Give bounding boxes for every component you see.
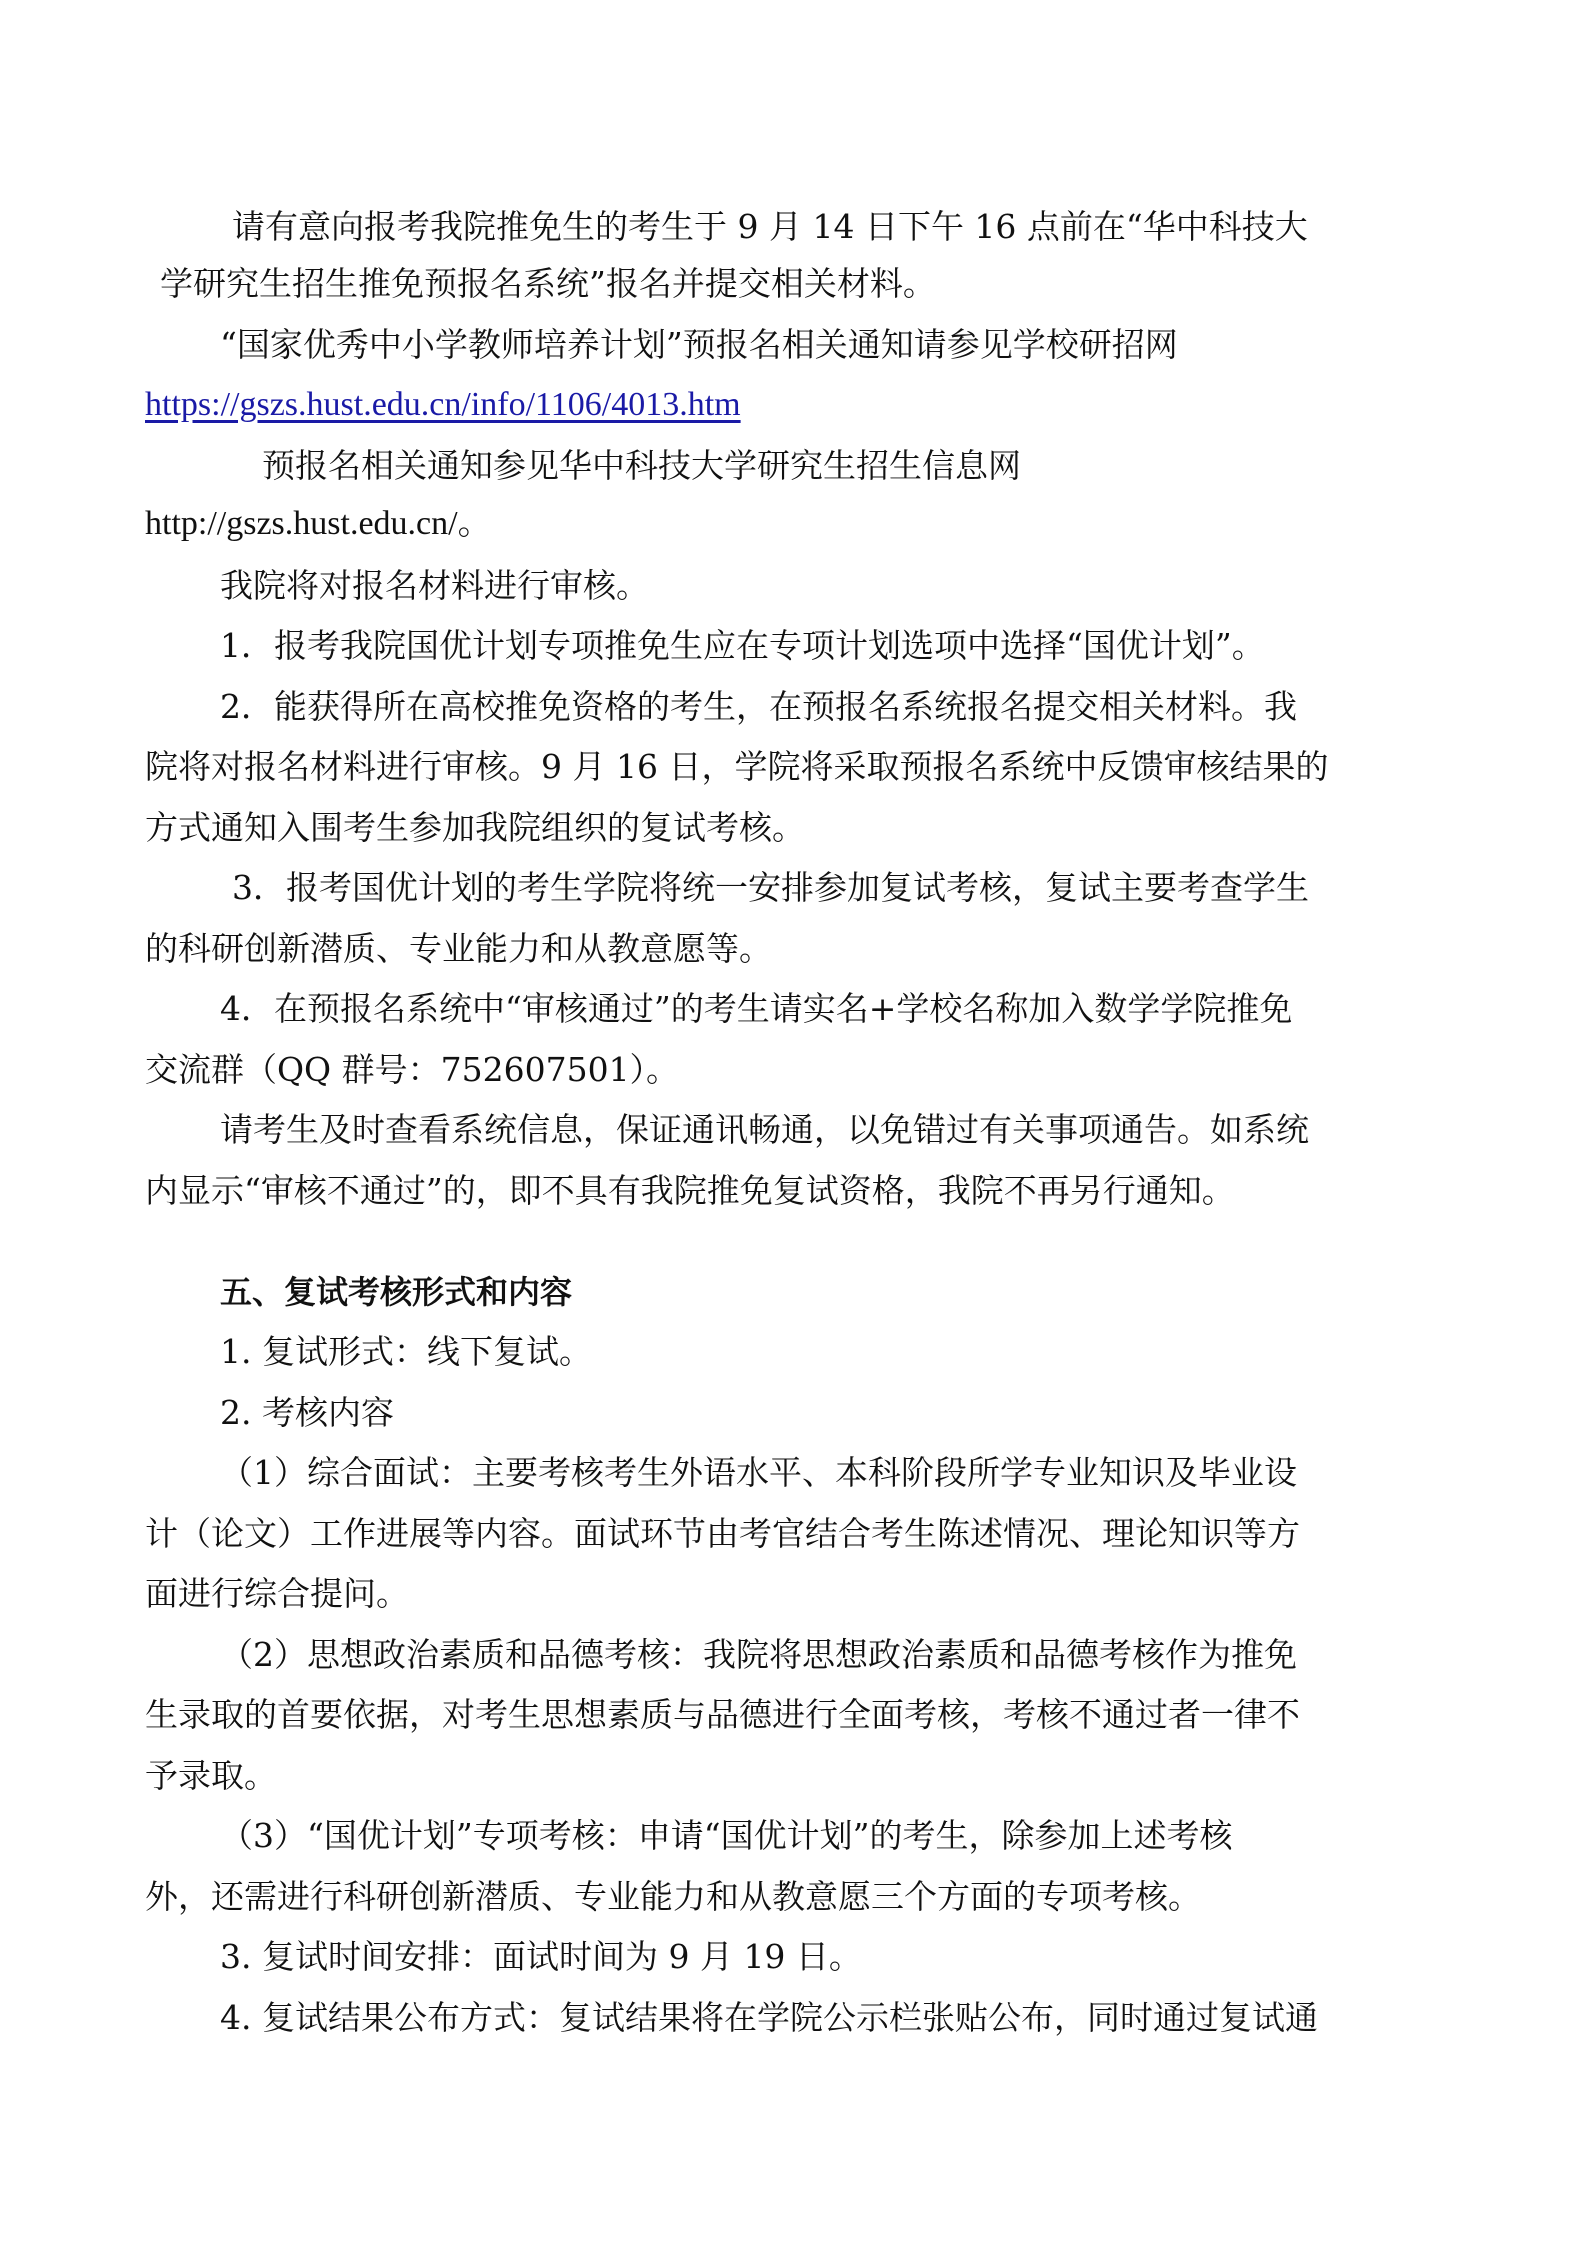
paragraph-line: 4. 复试结果公布方式：复试结果将在学院公示栏张贴公布，同时通过复试通: [220, 1998, 1318, 2037]
paragraph-line: 请考生及时查看系统信息，保证通讯畅通，以免错过有关事项通告。如系统: [220, 1110, 1309, 1149]
paragraph-line: 方式通知入围考生参加我院组织的复试考核。: [145, 808, 805, 847]
paragraph-line: 予录取。: [145, 1756, 277, 1795]
paragraph-line: 我院将对报名材料进行审核。: [220, 566, 649, 605]
paragraph-line: 2. 考核内容: [220, 1393, 394, 1432]
paragraph-line: 交流群（QQ 群号：752607501）。: [145, 1050, 680, 1089]
paragraph-line: 1．报考我院国优计划专项推免生应在专项计划选项中选择“国优计划”。: [220, 626, 1265, 665]
paragraph-line: “国家优秀中小学教师培养计划”预报名相关通知请参见学校研招网: [220, 325, 1178, 364]
paragraph-line: 内显示“审核不通过”的，即不具有我院推免复试资格，我院不再另行通知。: [145, 1171, 1235, 1210]
paragraph-line: 3. 复试时间安排：面试时间为 9 月 19 日。: [220, 1937, 862, 1976]
paragraph-line: 院将对报名材料进行审核。9 月 16 日，学院将采取预报名系统中反馈审核结果的: [145, 747, 1329, 786]
paragraph-line: （3）“国优计划”专项考核：申请“国优计划”的考生，除参加上述考核: [220, 1816, 1233, 1855]
paragraph-line: 计（论文）工作进展等内容。面试环节由考官结合考生陈述情况、理论知识等方: [145, 1514, 1300, 1553]
paragraph-line: 预报名相关通知参见华中科技大学研究生招生信息网: [262, 446, 1021, 485]
recruitment-notice-link[interactable]: https://gszs.hust.edu.cn/info/1106/4013.htm: [145, 386, 741, 423]
paragraph-line: http://gszs.hust.edu.cn/。: [145, 505, 492, 542]
paragraph-line: 学研究生招生推免预报名系统”报名并提交相关材料。: [160, 264, 936, 303]
paragraph-line: 的科研创新潜质、专业能力和从教意愿等。: [145, 929, 772, 968]
paragraph-line: （1）综合面试：主要考核考生外语水平、本科阶段所学专业知识及毕业设: [220, 1453, 1297, 1492]
paragraph-line: 面进行综合提问。: [145, 1574, 409, 1613]
section-heading: 五、复试考核形式和内容: [220, 1273, 573, 1311]
paragraph-line: （2）思想政治素质和品德考核：我院将思想政治素质和品德考核作为推免: [220, 1635, 1297, 1674]
paragraph-line: 1. 复试形式：线下复试。: [220, 1332, 592, 1371]
paragraph-line: 3．报考国优计划的考生学院将统一安排参加复试考核，复试主要考查学生: [232, 868, 1309, 907]
paragraph-line: 请有意向报考我院推免生的考生于 9 月 14 日下午 16 点前在“华中科技大: [232, 207, 1308, 246]
paragraph-line: 生录取的首要依据，对考生思想素质与品德进行全面考核，考核不通过者一律不: [145, 1695, 1300, 1734]
paragraph-line: 2．能获得所在高校推免资格的考生，在预报名系统报名提交相关材料。我: [220, 687, 1297, 726]
paragraph-line: 4．在预报名系统中“审核通过”的考生请实名+学校名称加入数学学院推免: [220, 989, 1293, 1028]
paragraph-line: 外，还需进行科研创新潜质、专业能力和从教意愿三个方面的专项考核。: [145, 1877, 1201, 1916]
